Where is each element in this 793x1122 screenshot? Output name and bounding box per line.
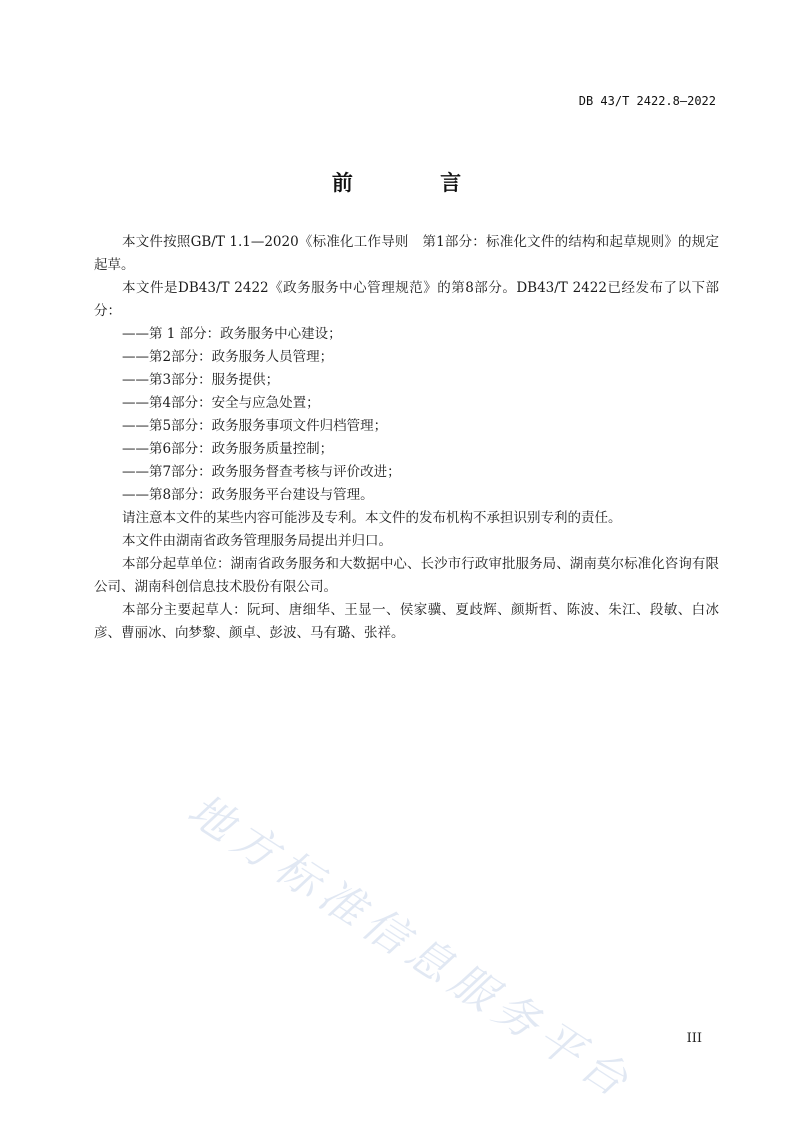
paragraph-drafting-rules: 本文件按照GB/T 1.1—2020《标准化工作导则 第1部分：标准化文件的结构和起草规则》的规定起草。 — [94, 234, 719, 273]
list-item: ——第6部分：政务服务质量控制； — [122, 441, 334, 457]
page-number: III — [686, 1031, 702, 1046]
paragraph-proposer: 本文件由湖南省政务管理服务局提出并归口。 — [122, 533, 392, 549]
parts-list — [94, 323, 719, 507]
list-item: ——第5部分：政务服务事项文件归档管理； — [122, 418, 388, 434]
paragraph-drafters: 本部分主要起草人：阮珂、唐细华、王显一、侯家骥、夏歧辉、颜斯哲、陈波、朱江、段敏、白冰彦、曹丽冰、向梦黎、颜卓、彭波、马有璐、张祥。 — [94, 602, 719, 641]
list-item: ——第3部分：服务提供； — [122, 372, 280, 388]
list-item: ——第7部分：政务服务督查考核与评价改进； — [122, 464, 401, 480]
list-item: ——第2部分：政务服务人员管理； — [122, 349, 334, 365]
watermark: 地方标准信息服务平台 — [178, 784, 643, 1111]
header-standard-code: DB 43/T 2422.8—2022 — [578, 94, 716, 108]
foreword-content — [94, 231, 719, 645]
page-title: 前 言 — [331, 171, 502, 195]
list-item: ——第4部分：安全与应急处置； — [122, 395, 320, 411]
list-item: ——第8部分：政务服务平台建设与管理。 — [122, 487, 374, 503]
paragraph-patent-notice: 请注意本文件的某些内容可能涉及专利。本文件的发布机构不承担识别专利的责任。 — [122, 510, 622, 526]
paragraph-drafting-units: 本部分起草单位：湖南省政务服务和大数据中心、长沙市行政审批服务局、湖南莫尔标准化咨询有限公司、湖南科创信息技术股份有限公司。 — [94, 556, 719, 595]
list-item: ——第 1 部分：政务服务中心建设； — [122, 326, 342, 342]
paragraph-series-intro: 本文件是DB43/T 2422《政务服务中心管理规范》的第8部分。DB43/T 2422已经发布了以下部分： — [94, 280, 719, 319]
